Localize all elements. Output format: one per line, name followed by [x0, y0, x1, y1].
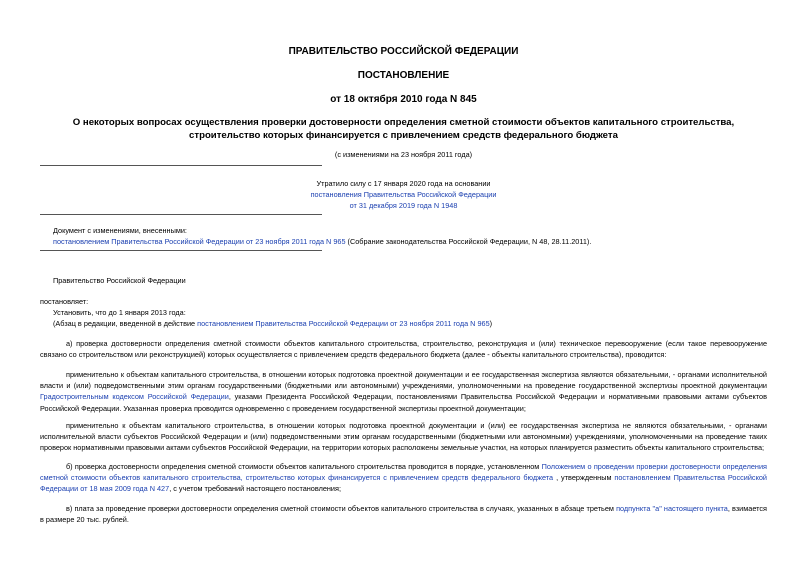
expired-line: Утратило силу с 17 января 2020 года на основании: [316, 179, 491, 188]
changes-link[interactable]: постановлением Правительства Российской Федерации от 23 ноября 2011 года N 965: [53, 237, 346, 246]
expired-link-date[interactable]: от 31 декабря 2019 года N 1948: [349, 201, 458, 210]
paragraph-federal-text: применительно к объектам капитального строительства, в отношении которых подготовка проектной документации и ее государственная экспертиза являются обязательными, - органами исполнительной власти и (или) подведомственными этим органам государственными (бюджетными или автономными) учреждениями, уполномоченными на проведение государственной экспертизы проектной документации: [40, 370, 767, 391]
abzac-suffix: ): [489, 319, 493, 328]
paragraph-b-text: б) проверка достоверности определения сметной стоимости объектов капитального строительства проводится в порядке, установленном: [66, 462, 542, 471]
paragraph-federal-text-2: , указами Президента Российской Федерации, постановлениями Правительства Российской Федерации и нормативными правовыми актами субъектов Российской Федерации. Указанная проверка проводится одновременно с проведением государственной экспертизы проектной документации;: [40, 392, 767, 413]
changes-source: (Собрание законодательства Российской Федерации, N 48, 28.11.2011).: [345, 237, 592, 246]
paragraph-b-text-2: , утвержденным: [553, 473, 615, 483]
document-date-number: от 18 октября 2010 года N 845: [330, 94, 477, 105]
paragraph-v-text: в) плата за проведение проверки достоверности определения сметной стоимости объектов капитального строительства в случаях, указанных в абзаце третьем: [66, 504, 617, 513]
document-title: О некоторых вопросах осуществления проверки достоверности определения сметной стоимости объектов капитального строительства, строительство которых финансируется с привлечением средств федерального бюджета: [72, 117, 735, 141]
expired-link-line[interactable]: постановления Правительства Российской Федерации: [310, 190, 497, 199]
paragraph-a: а) проверка достоверности определения сметной стоимости объектов капитального строительства, строительство, реконструкция и (или) техническое перевооружение (если такое перевооружение связано со строительством или реконструкцией) которых осуществляется с привлечением средств федерального бюджета (далее - объекты капитального строительства), проводится:: [40, 339, 767, 360]
abzac-note: [53, 318, 492, 329]
paragraph-b-text-3: , с учетом требований настоящего постановления;: [169, 484, 341, 494]
polozhenie-link[interactable]: Положением о проведении проверки достоверности определения сметной стоимости объектов капитального строительства, строительство которых финансируется с привлечением средств федерального бюджета: [40, 462, 767, 483]
expired-note: [0, 178, 807, 211]
paragraph-v: [40, 503, 767, 525]
gradostroitelny-kodeks-link[interactable]: Градостроительным кодексом Российской Федерации: [40, 392, 229, 402]
postanovlenie-427-link[interactable]: постановлением Правительства Российской Федерации от 18 мая 2009 года N 427: [40, 473, 767, 494]
paragraph-v-text-2: , взимается в размере 20 тыс. рублей.: [40, 504, 767, 525]
decrees-text: постановляет:: [40, 297, 89, 306]
establish-text: Установить, что до 1 января 2013 года:: [53, 308, 186, 317]
document-type: ПОСТАНОВЛЕНИЕ: [357, 70, 450, 81]
podpunkt-a-link[interactable]: подпункта "а" настоящего пункта: [616, 504, 728, 513]
paragraph-federal: [40, 369, 767, 414]
abzac-link[interactable]: постановлением Правительства Российской Федерации от 23 ноября 2011 года N 965: [197, 319, 490, 328]
paragraph-b: [40, 461, 767, 495]
changes-label: Документ с изменениями, внесенными:: [53, 226, 187, 235]
changes-document: [53, 225, 767, 247]
paragraph-regional: применительно к объектам капитального строительства, в отношении которых подготовка проектной документации и (или) ее государственная экспертиза не являются обязательными, - органами исполнительной власти субъектов Российской Федерации и (или) подведомственными этим органам государственными (бюджетными или автономными) учреждениями, уполномоченными на проведение таких проверок нормативными правовыми актами субъектов Российской Федерации, на территории которых расположены земельные участки, на которых планируется разместить объекты капитального строительства;: [40, 421, 767, 453]
divider: [40, 214, 322, 215]
amendments-note: (с изменениями на 23 ноября 2011 года): [334, 150, 473, 159]
divider: [40, 250, 322, 251]
government-heading: ПРАВИТЕЛЬСТВО РОССИЙСКОЙ ФЕДЕРАЦИИ: [288, 46, 519, 57]
government-text: Правительство Российской Федерации: [53, 276, 186, 285]
abzac-prefix: (Абзац в редакции, введенной в действие: [53, 319, 198, 328]
divider: [40, 165, 322, 166]
